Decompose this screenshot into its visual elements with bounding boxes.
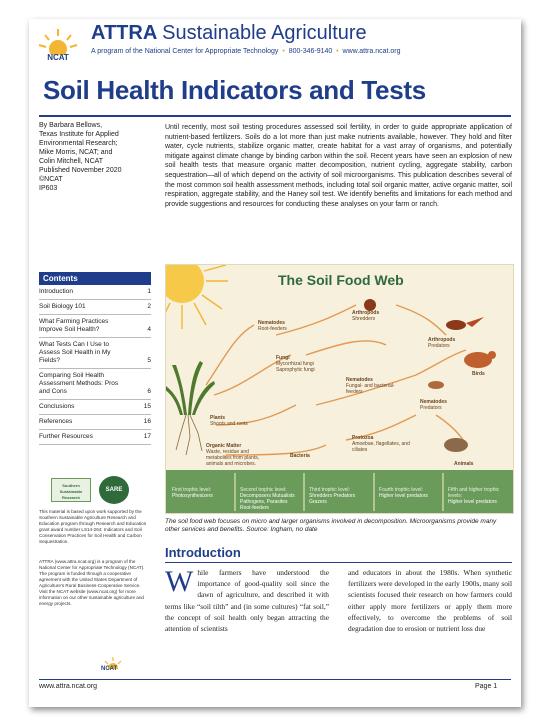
intro-column-2: and educators in about the 1980s. When synthetic fertilizers were developed in the early 1900s, many soil scientists focused their research on how farmers could either apply more fertilizers or apply them more effectively, to overcome the problems of soil degradation due to erosion or nutrient loss due bbox=[348, 568, 512, 634]
toc-page: 2 bbox=[147, 303, 151, 310]
tagline-text: A program of the National Center for Appropriate Technology bbox=[91, 48, 279, 55]
ssr-logo: Southern Sustainable Research bbox=[51, 478, 91, 502]
byline-line: Texas Institute for Applied bbox=[39, 131, 119, 138]
logo-text: NCAT bbox=[47, 53, 69, 62]
byline-line: By Barbara Bellows, bbox=[39, 122, 103, 129]
toc-label: Soil Biology 101 bbox=[39, 303, 86, 310]
abstract: Until recently, most soil testing procedures assessed soil fertility, in order to guide appropriate application of nutrient-based fertilizers. Soils do a lot more than just make nutrients available, however. They hold and filter water, cycle nutrients, stabilize organic matter, create habitat for a vast array of organisms, and potentially mitigate against climate change by binding carbon within the soil. Recent years have seen an explosion of new soil health tests that measure organic matter decomposition, nutrient cycling, aggregate stability, carbon sequestration—all of which depend on the activity of soil microorganisms. This publication describes several of the most common soil health assessment methods, including total soil organic matter, active organic matter, soil respiration, aggregate stability, and the Haney soil test. We identify benefits and limitations for each method and provide suggestions and resources for conducting these analyses on your farm or ranch. bbox=[165, 124, 512, 208]
toc-label: References bbox=[39, 418, 73, 425]
toc-item-farming-practices[interactable] bbox=[39, 315, 151, 338]
brand-title[interactable] bbox=[91, 22, 367, 45]
header bbox=[29, 19, 521, 65]
toc-page: 6 bbox=[147, 388, 151, 395]
trophic-level-1: First trophic level: Photosynthesizers bbox=[172, 487, 213, 499]
trophic-level-5: Fifth and higher trophic levels: Higher level predators bbox=[448, 487, 500, 505]
byline-line: ©NCAT bbox=[39, 176, 63, 183]
roots-graphic bbox=[176, 415, 202, 455]
byline-line: Environmental Research; bbox=[39, 140, 118, 147]
toc-page: 4 bbox=[147, 326, 151, 333]
title-divider bbox=[39, 115, 511, 117]
intro-text-1: hile farmers have understood the importance of good-quality soil since the dawn of agriculture, and described it with terms like “soil tilth” and (in some cultures) “fat soil,” the concept of soil health only began attracting the attention of scientists bbox=[165, 568, 329, 634]
footer-url-link[interactable]: www.attra.ncat.org bbox=[39, 683, 97, 690]
ncat-logo bbox=[37, 27, 79, 65]
toc-item-tests[interactable] bbox=[39, 338, 151, 369]
trophic-level-3: Third trophic level: Shredders Predators Grazers bbox=[309, 487, 356, 505]
plants-graphic bbox=[166, 361, 215, 415]
footer-ncat-logo bbox=[101, 656, 125, 674]
node-birds: Birds bbox=[472, 371, 485, 377]
node-shredder-arthropods: Arthropods Shredders bbox=[352, 310, 380, 322]
sare-logo: SARE bbox=[99, 476, 129, 504]
sidebar bbox=[39, 121, 157, 193]
intro-column-1 bbox=[165, 567, 329, 634]
toc-page: 16 bbox=[143, 418, 151, 425]
contents-heading: Contents bbox=[39, 272, 151, 285]
toc-item-comparing[interactable] bbox=[39, 369, 151, 400]
attra-note: ATTRA (www.attra.ncat.org) is a program of the National Center for Appropriate Technology (NCAT). The program is funded through a cooperative agreement with the United States Department of Agriculture's Rural Business-Cooperative Service. Visit the NCAT website (www.ncat.org) for more information on our other sustainable agriculture and energy projects. bbox=[39, 559, 145, 606]
node-predator-nematodes: Nematodes Predators bbox=[420, 399, 447, 411]
document-page bbox=[29, 19, 521, 707]
byline-line: Mike Morris, NCAT; and bbox=[39, 149, 113, 156]
toc-page: 17 bbox=[143, 433, 151, 440]
node-bacteria: Bacteria bbox=[290, 453, 310, 459]
byline bbox=[39, 121, 157, 193]
toc-item-conclusions[interactable] bbox=[39, 400, 151, 415]
soil-food-web-figure bbox=[165, 264, 514, 514]
toc-label: Introduction bbox=[39, 288, 73, 295]
toc-item-soil-biology[interactable] bbox=[39, 300, 151, 315]
node-plants: Plants Shoots and roots bbox=[210, 415, 248, 427]
toc-label: What Farming Practices Improve Soil Health? bbox=[39, 318, 109, 333]
footer-divider bbox=[39, 679, 511, 680]
node-fungal-bacterial-nematodes: Nematodes Fungal- and bacterial-feeders bbox=[346, 377, 395, 395]
drop-cap: W bbox=[165, 565, 194, 598]
toc-label: Comparing Soil Health Assessment Methods: Pros and Cons bbox=[39, 372, 119, 395]
toc-item-introduction[interactable] bbox=[39, 285, 151, 300]
toc-label: Further Resources bbox=[39, 433, 93, 440]
trophic-level-4: Fourth trophic level: Higher level predators bbox=[379, 487, 428, 499]
food-web-arrows bbox=[206, 305, 466, 455]
byline-line: Colin Mitchell, NCAT bbox=[39, 158, 104, 165]
footer-logo-text: NCAT bbox=[101, 666, 118, 672]
node-predator-arthropods: Arthropods Predators bbox=[428, 337, 456, 349]
node-animals: Animals bbox=[454, 461, 474, 467]
toc-item-further-resources[interactable] bbox=[39, 430, 151, 445]
toc-item-references[interactable] bbox=[39, 415, 151, 430]
phone-number: 800-346-9140 bbox=[288, 48, 333, 55]
page-number: Page 1 bbox=[475, 683, 498, 690]
toc-label: Conclusions bbox=[39, 403, 75, 410]
toc-label: What Tests Can I Use to Assess Soil Health in My Fields? bbox=[39, 341, 111, 364]
byline-line: Published November 2020 bbox=[39, 167, 122, 174]
figure-caption: The soil food web focuses on micro and larger organisms involved in decomposition. Microorganisms provide many other services and benefits. Source: Ingham, no date bbox=[165, 518, 497, 533]
toc-page: 1 bbox=[147, 288, 151, 295]
tagline: A program of the National Center for Appropriate Technology • 800-346-9140 • www.attra.ncat.org bbox=[91, 48, 401, 55]
introduction-divider bbox=[165, 562, 512, 563]
food-web-illustration bbox=[166, 265, 513, 513]
node-protozoa: Protozoa Amoebae, flagellates, and ciliates bbox=[352, 435, 410, 453]
brand-name: ATTRA bbox=[91, 22, 157, 44]
figure-title: The Soil Food Web bbox=[278, 272, 404, 288]
brand-subtitle: Sustainable Agriculture bbox=[162, 22, 367, 44]
node-root-nematodes: Nematodes Root-feeders bbox=[258, 320, 287, 332]
toc-page: 5 bbox=[147, 357, 151, 364]
node-fungi: Fungi Mycorrhizal fungi Saprophytic fungi bbox=[276, 355, 315, 373]
sun-graphic bbox=[166, 265, 228, 329]
node-organic-matter: Organic Matter Waste, residue and metabolites from plants, animals and microbes. bbox=[206, 443, 260, 467]
sun-icon bbox=[37, 27, 79, 55]
introduction-heading: Introduction bbox=[165, 545, 241, 560]
table-of-contents bbox=[39, 272, 151, 445]
byline-line: IP603 bbox=[39, 185, 58, 192]
page-title: Soil Health Indicators and Tests bbox=[43, 75, 426, 105]
funding-note: This material is based upon work supported by the Southern Sustainable Agriculture Research and Education program through Research and Education grant award number LS14-264: Indicators and Soil Conservation Practices for Soil Health and Carbon Sequestration. bbox=[39, 509, 147, 544]
header-website-link[interactable]: www.attra.ncat.org bbox=[342, 48, 401, 55]
funder-logos bbox=[51, 476, 147, 508]
toc-page: 15 bbox=[143, 403, 151, 410]
trophic-level-2: Second trophic level: Decomposers Mutualists Pathogens, Parasites Root-feeders bbox=[240, 487, 295, 511]
